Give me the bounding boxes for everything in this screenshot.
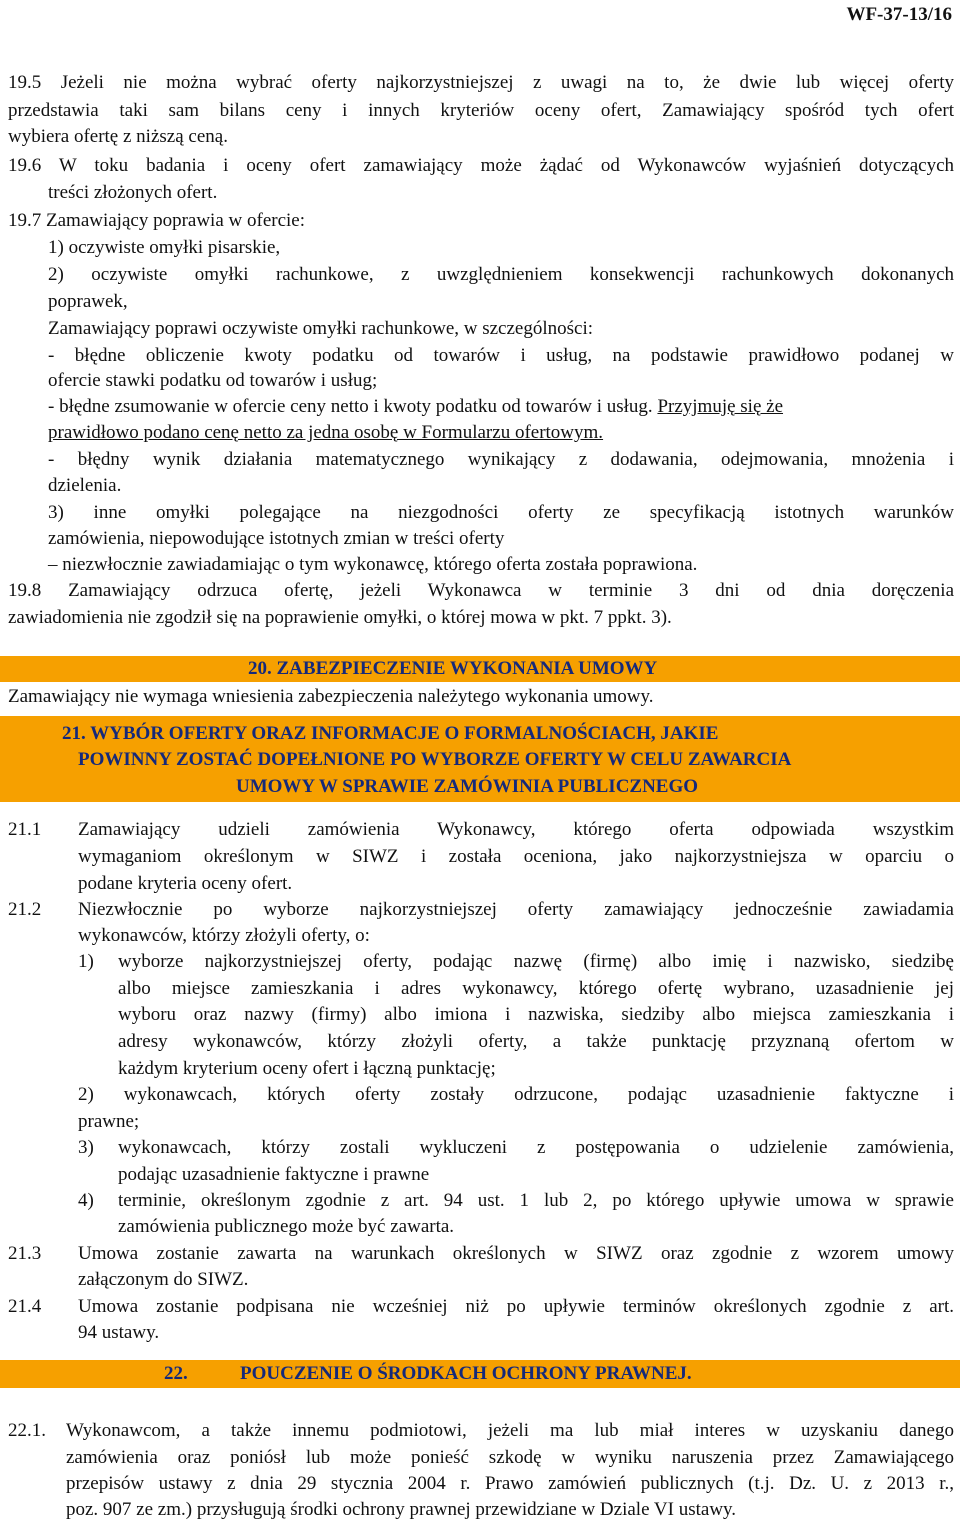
s19-7-line-8-underlined: Przyjmuję się że [657,396,784,417]
section-22-title: POUCZENIE O ŚRODKACH OCHRONY PRAWNEJ. [240,1363,692,1384]
p21-1-line-1: Zamawiający udzieli zamówienia Wykonawcy, którego oferta odpowiada wszystkim [78,819,954,840]
s19-7-line-8-text: - błędne zsumowanie w ofercie ceny netto i kwoty podatku od towarów i usług. [48,396,658,417]
p21-2-line-1: Niezwłocznie po wyborze najkorzystniejszej oferty zamawiający jednocześnie zawiadamia [78,899,954,920]
section-21-title-line-1: 21. WYBÓR OFERTY ORAZ INFORMACJE O FORMALNOŚCIACH, JAKIE [62,723,719,744]
p21-4-line-2: 94 ustawy. [78,1322,160,1343]
section-21-title-line-3: UMOWY W SPRAWIE ZAMÓWINIA PUBLICZNEGO [236,776,699,797]
item-4-number: 4) [78,1190,94,1211]
item-4-line-1: terminie, określonym zgodnie z art. 94 ust. 1 lub 2, po którego upływie umowa w sprawie [118,1190,954,1211]
section-20-title: 20. ZABEZPIECZENIE WYKONANIA UMOWY [248,658,658,679]
item-1-line-3: wyboru oraz nazwy (firmy) albo imiona i nazwiska, siedziby albo miejsca zamieszkania i [118,1004,954,1025]
p21-3-line-2: załączonym do SIWZ. [78,1269,249,1290]
s19-5-line-3: wybiera ofertę z niższą ceną. [8,126,228,147]
p21-2-number: 21.2 [8,899,42,920]
item-1-line-4: adresy wykonawców, którzy złożyli oferty, a także punktację przyznaną ofertom w [118,1031,954,1052]
s19-7-line-6: - błędne obliczenie kwoty podatku od towarów i usług, na podstawie prawidłowo podanej w [48,345,954,366]
s19-6-line-2: treści złożonych ofert. [48,182,218,203]
p22-1-line-2: zamówienia oraz poniósł lub może ponieść szkodę w wyniku naruszenia przez Zamawiającego [66,1447,954,1468]
item-2-line-2: prawne; [78,1111,140,1132]
item-3-line-2: podając uzasadnienie faktyczne i prawne [118,1164,430,1185]
s19-7-line-12: 3) inne omyłki polegające na niezgodności oferty ze specyfikacją istotnych warunków [48,502,954,523]
item-1-line-5: każdym kryterium oceny ofert i łączną punktację; [118,1058,496,1079]
p21-3-line-1: Umowa zostanie zawarta na warunkach określonych w SIWZ oraz zgodnie z wzorem umowy [78,1243,954,1264]
s19-7-line-9: prawidłowo podano cenę netto za jedna osobę w Formularzu ofertowym. [48,422,604,443]
s19-8-line-1: 19.8 Zamawiający odrzuca ofertę, jeżeli Wykonawca w terminie 3 dni od dnia doręczenia [8,580,954,601]
document-code: WF-37-13/16 [846,4,952,25]
s19-7-line-10: - błędny wynik działania matematycznego wynikający z dodawania, odejmowania, mnożenia i [48,449,954,470]
s19-5-line-1: 19.5 Jeżeli nie można wybrać oferty najkorzystniejszej z uwagi na to, że dwie lub więcej oferty [8,72,954,93]
item-1-line-2: albo miejsce zamieszkania i adres wykonawcy, którego ofertę wybrano, uzasadnienie jej [118,978,954,999]
p21-1-line-3: podane kryteria oceny ofert. [78,873,293,894]
s19-7-line-11: dzielenia. [48,475,122,496]
s19-7-line-5: Zamawiający poprawi oczywiste omyłki rachunkowe, w szczególności: [48,318,594,339]
s19-7-line-3: 2) oczywiste omyłki rachunkowe, z uwzględnieniem konsekwencji rachunkowych dokonanych [48,264,954,285]
s19-7-line-4: poprawek, [48,291,128,312]
s19-7-line-14: – niezwłocznie zawiadamiając o tym wykonawcę, którego oferta została poprawiona. [48,554,698,575]
s19-6-line-1: 19.6 W toku badania i oceny ofert zamawiający może żądać od Wykonawców wyjaśnień dotyczących [8,155,954,176]
s19-7-line-2: 1) oczywiste omyłki pisarskie, [48,237,281,258]
p22-1-line-4: poz. 907 ze zm.) przysługują środki ochrony prawnej przewidziane w Dziale VI ustawy. [66,1499,737,1520]
p21-2-line-2: wykonawców, którzy złożyli oferty, o: [78,925,370,946]
s19-7-line-8 [48,396,783,418]
p21-1-line-2: wymaganiom określonym w SIWZ i została oceniona, jako najkorzystniejsza w oparciu o [78,846,954,867]
item-2-line-1: 2) wykonawcach, których oferty zostały odrzucone, podając uzasadnienie faktyczne i [78,1084,954,1105]
p21-4-number: 21.4 [8,1296,42,1317]
s19-7-line-13: zamówienia, niepowodujące istotnych zmian w treści oferty [48,528,505,549]
item-3-number: 3) [78,1137,94,1158]
s19-5-line-2: przedstawia taki sam bilans ceny i innych kryteriów oceny ofert, Zamawiający spośród tych ofert [8,100,954,121]
section-22-number: 22. [164,1363,188,1384]
section-20-text: Zamawiający nie wymaga wniesienia zabezpieczenia należytego wykonania umowy. [8,686,654,707]
item-1-line-1: wyborze najkorzystniejszej oferty, podając nazwę (firmę) albo imię i nazwisko, siedzibę [118,951,954,972]
p22-1-line-3: przepisów ustawy z dnia 29 stycznia 2004 r. Prawo zamówień publicznych (t.j. Dz. U. z 2013 r., [66,1473,954,1494]
s19-7-line-1: 19.7 Zamawiający poprawia w ofercie: [8,210,306,231]
item-4-line-2: zamówienia publicznego może być zawarta. [118,1216,455,1237]
s19-8-line-2: zawiadomienia nie zgodził się na poprawienie omyłki, o której mowa w pkt. 7 ppkt. 3). [8,607,672,628]
s19-7-line-7: ofercie stawki podatku od towarów i usług; [48,370,378,391]
item-3-line-1: wykonawcach, którzy zostali wykluczeni z postępowania o udzielenie zamówienia, [118,1137,954,1158]
p21-3-number: 21.3 [8,1243,42,1264]
p22-1-line-1: Wykonawcom, a także innemu podmiotowi, jeżeli ma lub miał interes w uzyskaniu danego [66,1420,954,1441]
section-21-title-line-2: POWINNY ZOSTAĆ DOPEŁNIONE PO WYBORZE OFERTY W CELU ZAWARCIA [78,749,792,770]
p22-1-number: 22.1. [8,1420,46,1441]
p21-1-number: 21.1 [8,819,42,840]
p21-4-line-1: Umowa zostanie podpisana nie wcześniej niż po upływie terminów określonych zgodnie z art. [78,1296,954,1317]
item-1-number: 1) [78,951,94,972]
